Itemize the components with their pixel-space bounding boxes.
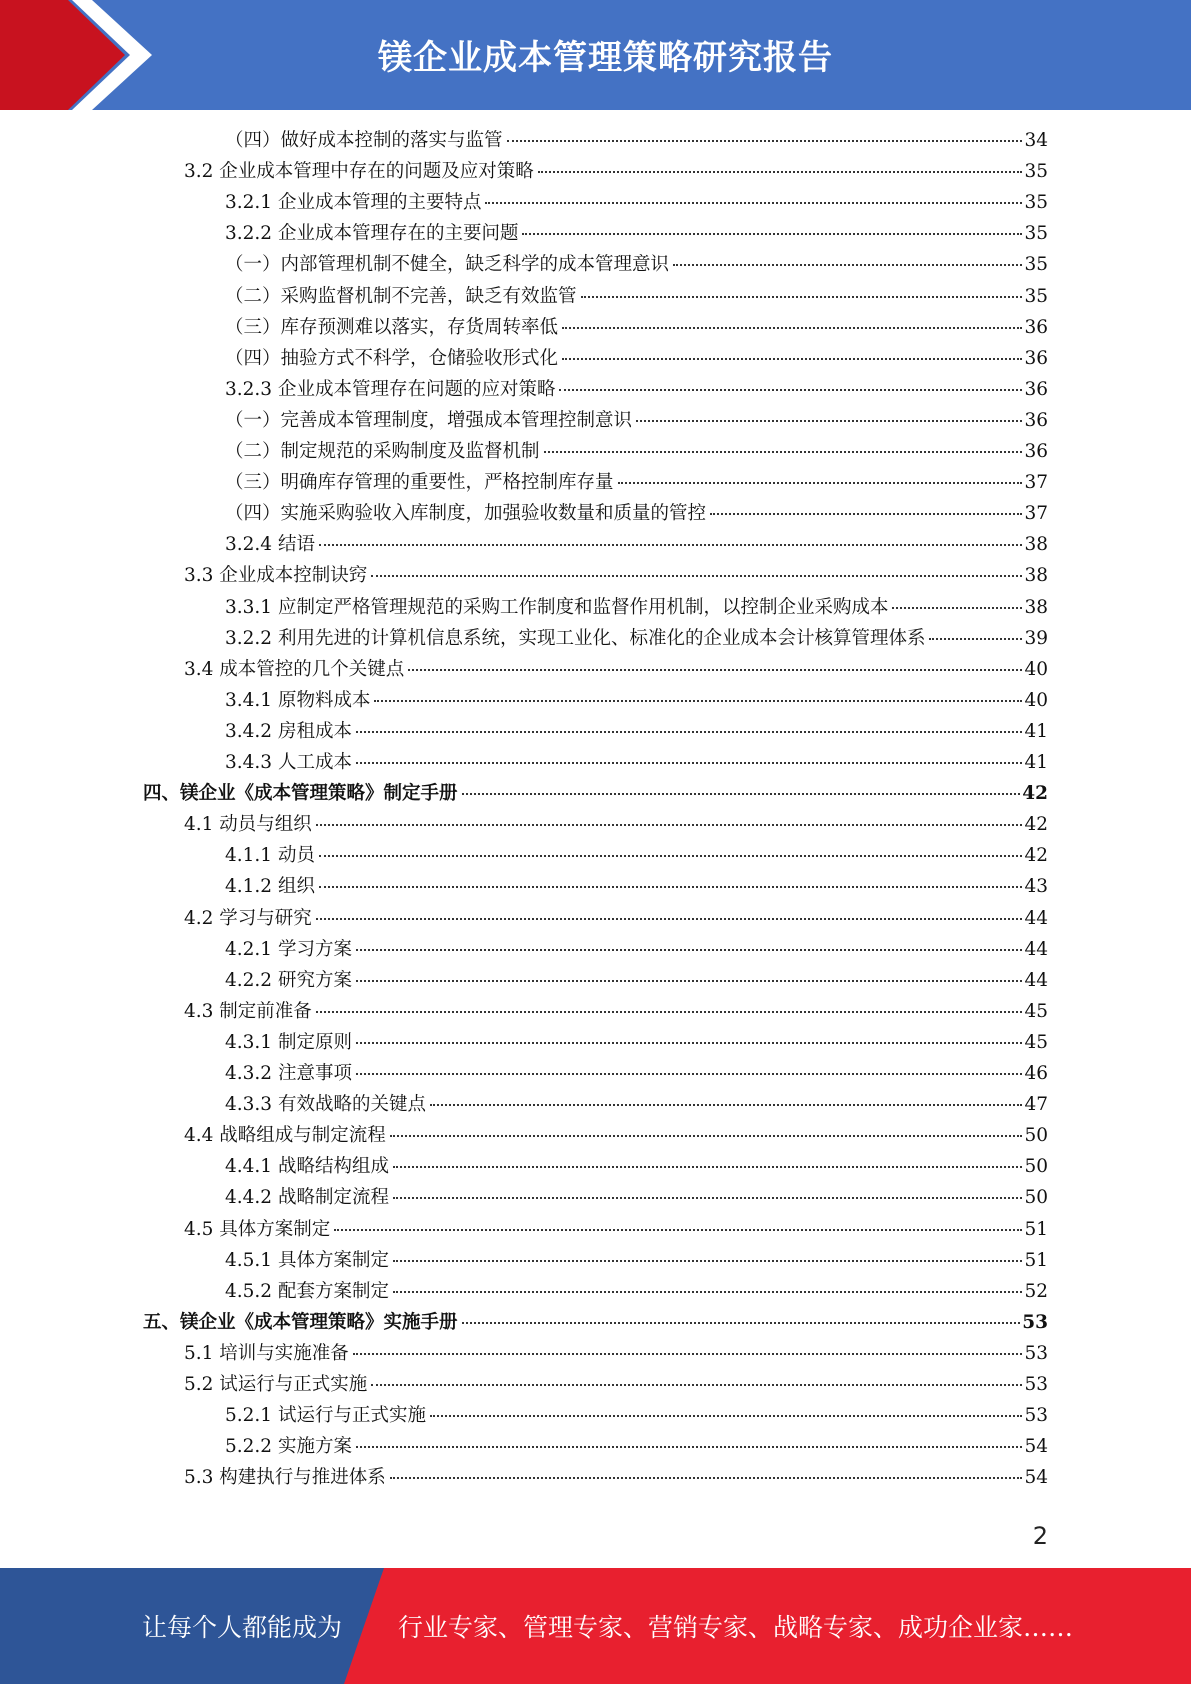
toc-entry-title: （三）库存预测难以落实，存货周转率低 bbox=[225, 316, 559, 338]
toc-entry-page: 36 bbox=[1024, 347, 1048, 369]
toc-entry-page: 38 bbox=[1024, 596, 1048, 618]
toc-entry[interactable] bbox=[184, 998, 1048, 1026]
toc-entry-page: 36 bbox=[1024, 316, 1048, 338]
toc-entry-title: （一）完善成本管理制度，增强成本管理控制意识 bbox=[225, 409, 633, 431]
toc-entry-title: （四）抽验方式不科学，仓储验收形式化 bbox=[225, 347, 559, 369]
toc-entry-title: 4.2 学习与研究 bbox=[184, 907, 312, 929]
toc-dot-leader bbox=[462, 1321, 1021, 1324]
toc-dot-leader bbox=[356, 948, 1023, 951]
toc-entry-title: 3.4.2 房租成本 bbox=[225, 720, 352, 742]
toc-entry-title: 4.3 制定前准备 bbox=[184, 1000, 312, 1022]
toc-entry-title: 4.1.2 组织 bbox=[225, 876, 315, 898]
toc-entry-page: 38 bbox=[1024, 565, 1048, 587]
toc-dot-leader bbox=[485, 201, 1022, 204]
toc-entry-page: 38 bbox=[1024, 534, 1048, 556]
toc-entry-page: 44 bbox=[1024, 969, 1048, 991]
toc-entry-page: 50 bbox=[1024, 1187, 1048, 1209]
toc-entry[interactable] bbox=[225, 1278, 1048, 1306]
footer-slogan-right: 行业专家、管理专家、营销专家、战略专家、成功企业家…… bbox=[398, 1613, 1074, 1642]
toc-entry-title: 3.4.3 人工成本 bbox=[225, 752, 352, 773]
toc-entry-page: 50 bbox=[1024, 1125, 1048, 1147]
report-title: 镁企业成本管理策略研究报告 bbox=[378, 38, 833, 78]
page-footer bbox=[0, 1568, 1191, 1684]
toc-entry-page: 51 bbox=[1024, 1249, 1048, 1271]
toc-entry-title: 3.3 企业成本控制诀窍 bbox=[184, 565, 368, 587]
toc-entry[interactable] bbox=[225, 469, 1048, 497]
toc-entry[interactable] bbox=[184, 905, 1048, 933]
toc-entry-title: （二）采购监督机制不完善，缺乏有效监管 bbox=[225, 285, 577, 307]
toc-entry[interactable] bbox=[184, 1371, 1048, 1399]
toc-dot-leader bbox=[316, 823, 1023, 826]
toc-entry-title: 5.2 试运行与正式实施 bbox=[184, 1374, 368, 1395]
page-number: 2 bbox=[1032, 1522, 1048, 1550]
toc-entry-page: 34 bbox=[1024, 130, 1048, 151]
toc-dot-leader bbox=[673, 263, 1022, 266]
toc-entry-page: 35 bbox=[1024, 254, 1048, 276]
toc-entry-title: （三）明确库存管理的重要性，严格控制库存量 bbox=[225, 472, 614, 494]
toc-entry[interactable] bbox=[225, 687, 1048, 715]
toc-dot-leader bbox=[356, 730, 1023, 733]
toc-entry-title: 4.5.1 具体方案制定 bbox=[225, 1249, 389, 1271]
toc-entry-page: 40 bbox=[1024, 658, 1048, 680]
toc-entry[interactable] bbox=[225, 1091, 1048, 1119]
toc-entry[interactable] bbox=[184, 1464, 1048, 1492]
toc-entry[interactable] bbox=[225, 314, 1048, 342]
toc-entry-title: 4.3.3 有效战略的关键点 bbox=[225, 1094, 426, 1116]
toc-dot-leader bbox=[371, 1383, 1022, 1386]
toc-entry[interactable] bbox=[225, 594, 1048, 622]
toc-entry[interactable] bbox=[225, 1060, 1048, 1088]
toc-entry[interactable] bbox=[184, 1122, 1048, 1150]
toc-dot-leader bbox=[618, 481, 1023, 484]
toc-dot-leader bbox=[390, 1134, 1023, 1137]
toc-entry[interactable] bbox=[225, 749, 1048, 777]
toc-entry-page: 39 bbox=[1024, 627, 1048, 649]
toc-entry-title: 3.2.4 结语 bbox=[225, 534, 315, 556]
toc-entry-page: 44 bbox=[1024, 907, 1048, 929]
toc-dot-leader bbox=[462, 792, 1021, 795]
toc-dot-leader bbox=[319, 543, 1023, 546]
toc-entry-page: 53 bbox=[1022, 1311, 1048, 1333]
toc-dot-leader bbox=[710, 512, 1022, 515]
toc-entry-page: 35 bbox=[1024, 161, 1048, 183]
toc-entry-page: 45 bbox=[1024, 1000, 1048, 1022]
toc-entry[interactable] bbox=[225, 1184, 1048, 1212]
toc-dot-leader bbox=[430, 1103, 1022, 1106]
toc-entry-title: 4.5 具体方案制定 bbox=[184, 1218, 331, 1240]
toc-entry-title: 4.2.1 学习方案 bbox=[225, 938, 352, 960]
toc-entry-page: 53 bbox=[1024, 1405, 1048, 1427]
toc-entry-title: （四）做好成本控制的落实与监管 bbox=[225, 130, 503, 151]
toc-dot-leader bbox=[393, 1259, 1022, 1262]
toc-entry-title: 4.5.2 配套方案制定 bbox=[225, 1280, 389, 1302]
toc-dot-leader bbox=[356, 1072, 1023, 1075]
toc-entry-page: 47 bbox=[1024, 1094, 1048, 1116]
toc-dot-leader bbox=[636, 419, 1022, 422]
toc-dot-leader bbox=[334, 1228, 1022, 1231]
toc-entry[interactable] bbox=[225, 718, 1048, 746]
page-header bbox=[0, 0, 1191, 110]
toc-dot-leader bbox=[581, 295, 1023, 298]
toc-entry-page: 53 bbox=[1024, 1374, 1048, 1395]
toc-entry[interactable] bbox=[225, 967, 1048, 995]
toc-entry[interactable] bbox=[225, 1433, 1048, 1461]
toc-entry-page: 45 bbox=[1024, 1031, 1048, 1053]
toc-entry-page: 44 bbox=[1024, 938, 1048, 960]
toc-dot-leader bbox=[538, 170, 1023, 173]
toc-entry[interactable] bbox=[184, 158, 1048, 186]
toc-entry-page: 42 bbox=[1024, 814, 1048, 836]
toc-entry[interactable] bbox=[225, 189, 1048, 217]
toc-entry[interactable] bbox=[225, 842, 1048, 870]
toc-entry[interactable] bbox=[143, 1309, 1048, 1337]
toc-entry[interactable] bbox=[225, 127, 1048, 155]
toc-entry-title: 4.1 动员与组织 bbox=[184, 814, 312, 836]
toc-dot-leader bbox=[544, 450, 1023, 453]
toc-entry[interactable] bbox=[225, 220, 1048, 248]
toc-dot-leader bbox=[562, 326, 1022, 329]
toc-entry-title: 4.2.2 研究方案 bbox=[225, 969, 352, 991]
toc-entry-page: 36 bbox=[1024, 378, 1048, 400]
toc-entry-title: （二）制定规范的采购制度及监督机制 bbox=[225, 441, 540, 462]
toc-entry[interactable] bbox=[184, 562, 1048, 590]
toc-entry-page: 53 bbox=[1024, 1342, 1048, 1364]
toc-entry-page: 35 bbox=[1024, 223, 1048, 245]
footer-slogan-left: 让每个人都能成为 bbox=[142, 1613, 343, 1642]
toc-entry-title: 4.3.2 注意事项 bbox=[225, 1063, 352, 1084]
toc-entry-page: 37 bbox=[1024, 503, 1048, 525]
toc-dot-leader bbox=[316, 917, 1023, 920]
toc-entry-title: 4.4.1 战略结构组成 bbox=[225, 1156, 389, 1178]
toc-dot-leader bbox=[507, 139, 1023, 142]
toc-dot-leader bbox=[319, 885, 1023, 888]
toc-entry-title: 3.2 企业成本管理中存在的问题及应对策略 bbox=[184, 161, 534, 183]
toc-entry[interactable] bbox=[225, 531, 1048, 559]
toc-entry[interactable] bbox=[184, 811, 1048, 839]
toc-entry-title: 5.2.2 实施方案 bbox=[225, 1436, 352, 1458]
toc-dot-leader bbox=[374, 699, 1022, 702]
toc-dot-leader bbox=[559, 388, 1022, 391]
toc-entry[interactable] bbox=[225, 283, 1048, 311]
toc-entry-title: 3.4 成本管控的几个关键点 bbox=[184, 658, 405, 680]
toc-entry[interactable] bbox=[225, 376, 1048, 404]
toc-entry-page: 41 bbox=[1024, 720, 1048, 742]
toc-entry-title: 五、镁企业《成本管理策略》实施手册 bbox=[143, 1311, 458, 1333]
toc-entry-page: 37 bbox=[1024, 472, 1048, 494]
toc-entry-page: 54 bbox=[1024, 1436, 1048, 1458]
toc-dot-leader bbox=[356, 1445, 1023, 1448]
toc-entry[interactable] bbox=[225, 1402, 1048, 1430]
toc-entry[interactable] bbox=[184, 1340, 1048, 1368]
toc-dot-leader bbox=[408, 668, 1022, 671]
toc-entry-title: 4.4.2 战略制定流程 bbox=[225, 1187, 389, 1209]
toc-entry-title: （四）实施采购验收入库制度，加强验收数量和质量的管控 bbox=[225, 503, 707, 525]
toc-entry-page: 36 bbox=[1024, 409, 1048, 431]
toc-entry-title: 5.2.1 试运行与正式实施 bbox=[225, 1405, 426, 1427]
toc-dot-leader bbox=[319, 854, 1023, 857]
toc-entry[interactable] bbox=[225, 407, 1048, 435]
toc-entry-page: 54 bbox=[1024, 1467, 1048, 1489]
toc-dot-leader bbox=[430, 1414, 1022, 1417]
toc-entry-title: 3.2.2 企业成本管理存在的主要问题 bbox=[225, 223, 519, 245]
toc-entry[interactable] bbox=[225, 1029, 1048, 1057]
toc-dot-leader bbox=[562, 357, 1022, 360]
toc-dot-leader bbox=[390, 1476, 1023, 1479]
toc-entry-title: 3.2.2 利用先进的计算机信息系统，实现工业化、标准化的企业成本会计核算管理体系 bbox=[225, 627, 926, 649]
toc-entry-page: 46 bbox=[1024, 1063, 1048, 1084]
toc-entry-page: 35 bbox=[1024, 285, 1048, 307]
toc-entry[interactable] bbox=[184, 656, 1048, 684]
toc-entry-page: 35 bbox=[1024, 192, 1048, 214]
toc-entry[interactable] bbox=[225, 251, 1048, 279]
toc-entry[interactable] bbox=[225, 936, 1048, 964]
toc-entry[interactable] bbox=[225, 1153, 1048, 1181]
toc-dot-leader bbox=[371, 574, 1022, 577]
toc-entry-title: 四、镁企业《成本管理策略》制定手册 bbox=[143, 783, 458, 805]
toc-dot-leader bbox=[892, 606, 1022, 609]
toc-entry-page: 50 bbox=[1024, 1156, 1048, 1178]
toc-entry[interactable] bbox=[225, 345, 1048, 373]
toc-entry-title: 4.1.1 动员 bbox=[225, 845, 315, 867]
toc-dot-leader bbox=[393, 1165, 1022, 1168]
toc-entry-page: 52 bbox=[1024, 1280, 1048, 1302]
toc-entry[interactable] bbox=[225, 438, 1048, 466]
toc-entry-title: 3.2.3 企业成本管理存在问题的应对策略 bbox=[225, 378, 556, 400]
toc-entry[interactable] bbox=[225, 625, 1048, 653]
toc-entry-title: 3.4.1 原物料成本 bbox=[225, 689, 371, 711]
toc-dot-leader bbox=[356, 761, 1023, 764]
toc-entry-page: 42 bbox=[1022, 783, 1048, 805]
toc-dot-leader bbox=[316, 1010, 1023, 1013]
toc-entry-page: 40 bbox=[1024, 689, 1048, 711]
toc-entry-page: 51 bbox=[1024, 1218, 1048, 1240]
toc-entry[interactable] bbox=[184, 1216, 1048, 1244]
toc-dot-leader bbox=[393, 1196, 1022, 1199]
toc-entry-title: 5.3 构建执行与推进体系 bbox=[184, 1467, 386, 1489]
toc-entry[interactable] bbox=[225, 500, 1048, 528]
toc-entry-title: 4.4 战略组成与制定流程 bbox=[184, 1125, 386, 1147]
toc-dot-leader bbox=[353, 1352, 1023, 1355]
toc-entry-title: 5.1 培训与实施准备 bbox=[184, 1342, 349, 1364]
toc-entry[interactable] bbox=[143, 780, 1048, 808]
toc-entry-page: 43 bbox=[1024, 876, 1048, 898]
toc-entry-page: 41 bbox=[1024, 752, 1048, 773]
toc-dot-leader bbox=[929, 637, 1022, 640]
toc-entry-title: 4.3.1 制定原则 bbox=[225, 1031, 352, 1053]
toc-entry-title: 3.2.1 企业成本管理的主要特点 bbox=[225, 192, 482, 214]
toc-entry-page: 36 bbox=[1024, 441, 1048, 462]
toc-dot-leader bbox=[356, 1041, 1023, 1044]
toc-entry-title: 3.3.1 应制定严格管理规范的采购工作制度和监督作用机制，以控制企业采购成本 bbox=[225, 596, 889, 618]
toc-entry-page: 42 bbox=[1024, 845, 1048, 867]
toc-dot-leader bbox=[356, 979, 1023, 982]
toc-dot-leader bbox=[522, 232, 1022, 235]
toc-entry[interactable] bbox=[225, 873, 1048, 901]
toc-entry[interactable] bbox=[225, 1247, 1048, 1275]
toc-entry-title: （一）内部管理机制不健全，缺乏科学的成本管理意识 bbox=[225, 254, 670, 276]
toc-dot-leader bbox=[393, 1290, 1022, 1293]
